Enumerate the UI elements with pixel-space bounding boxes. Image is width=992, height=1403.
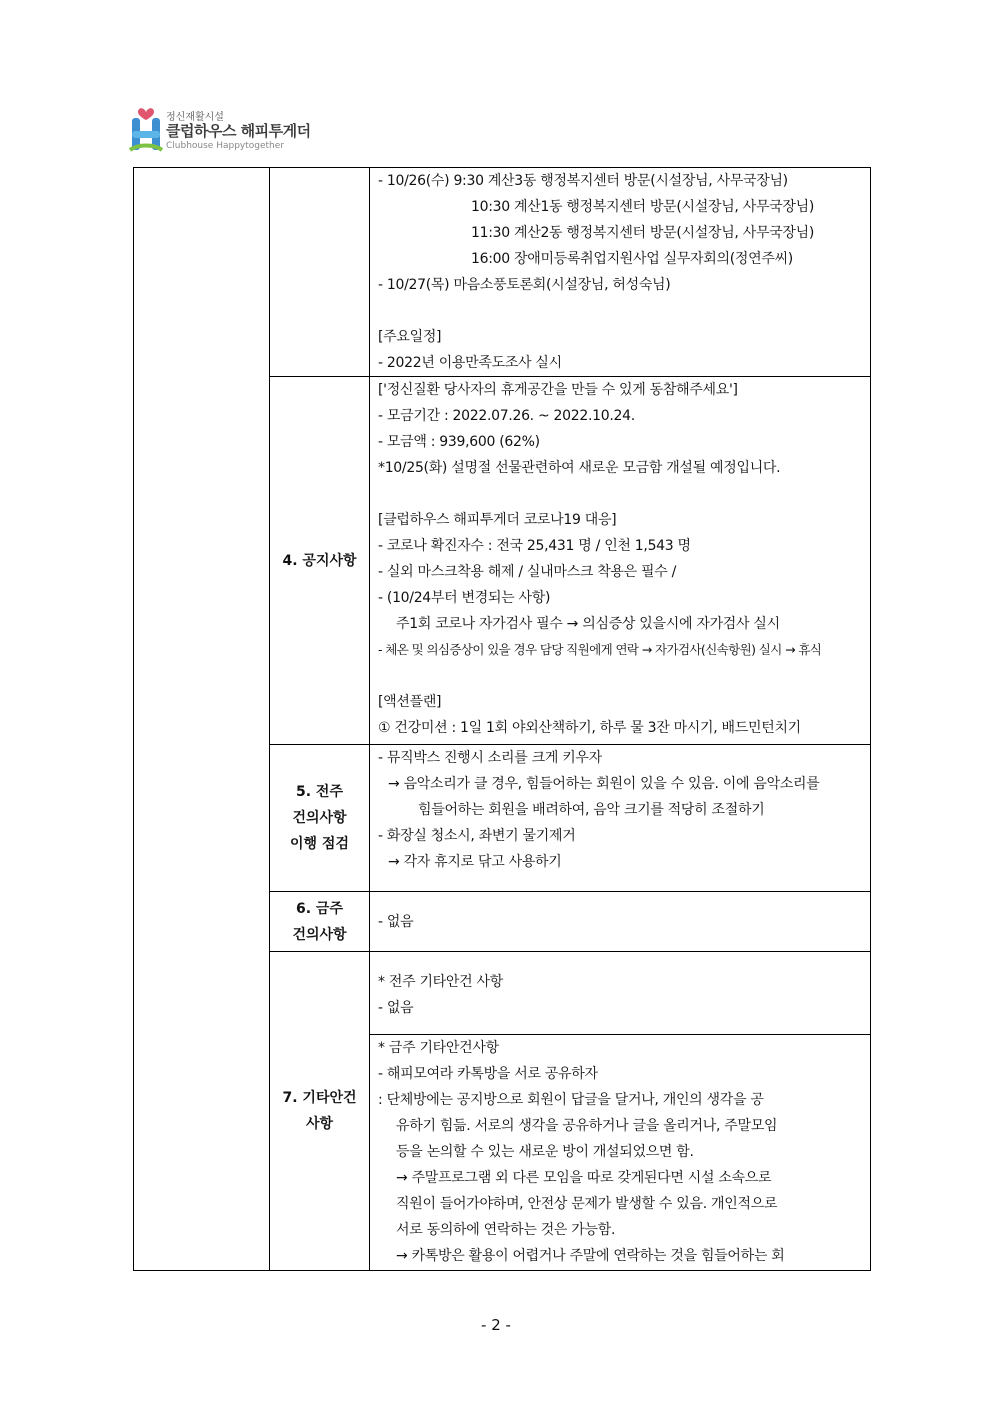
- org-name: 클럽하우스 해피투게더: [166, 122, 311, 140]
- curr-other-line: : 단체방에는 공지방으로 회원이 답글을 달거나, 개인의 생각을 공: [378, 1091, 764, 1108]
- notice-line: [378, 481, 864, 507]
- prev-other-line: - 없음: [378, 999, 414, 1016]
- curr-other-line: 서로 동의하에 연락하는 것은 가능함.: [396, 1221, 616, 1238]
- schedule-line: - 10/27(목) 마음소풍토론회(시설장님, 허성숙님): [378, 277, 671, 293]
- label-line: 6. 금주: [296, 900, 343, 917]
- schedule-line: 16:00 장애미등록취업지원사업 실무자회의(정연주씨): [471, 251, 793, 267]
- label-line: 5. 전주: [296, 784, 343, 800]
- label-line: 이행 점검: [290, 836, 349, 852]
- label-line: 건의사항: [292, 810, 347, 826]
- notice-line: - 체온 및 의심증상이 있을 경우 담당 직원에게 연락 → 자가검사(신속항원) 실시 → 휴식: [378, 642, 822, 657]
- label-line: 사항: [305, 1116, 334, 1132]
- lastweek-line: - 화장실 청소시, 좌변기 물기제거: [378, 828, 576, 844]
- content-cell-schedule: [370, 168, 871, 377]
- content-cell-notice: [370, 377, 871, 745]
- curr-other-line: 유하기 힘듦. 서로의 생각을 공유하거나 글을 올리거나, 주말모임: [396, 1117, 778, 1134]
- curr-other-cell: [370, 1034, 870, 1270]
- label-line: 7. 기타안건: [282, 1090, 357, 1106]
- lastweek-line: → 음악소리가 클 경우, 힘들어하는 회원이 있을 수 있음. 이에 음악소리를: [388, 776, 820, 792]
- content-cell-other: [370, 952, 871, 1271]
- label-line: 건의사항: [292, 926, 347, 943]
- table-row-schedule: [134, 168, 871, 377]
- clubhouse-logo-icon: [128, 104, 164, 154]
- content-cell-lastweek: [370, 745, 871, 892]
- clubhouse-logo: [128, 104, 328, 154]
- category-cell: [134, 168, 270, 1271]
- label-cell-thisweek: [270, 892, 370, 952]
- schedule-line: [주요일정]: [378, 329, 442, 345]
- schedule-line: - 10/26(수) 9:30 계산3동 행정복지센터 방문(시설장님, 사무국장님): [378, 173, 788, 189]
- lastweek-line: → 각자 휴지로 닦고 사용하기: [388, 854, 562, 870]
- prev-other-cell: [370, 952, 870, 1034]
- notice-line: 주1회 코로나 자가검사 필수 → 의심증상 있을시에 자가검사 실시: [396, 616, 780, 632]
- curr-other-line: 직원이 들어가야하며, 안전상 문제가 발생할 수 있음. 개인적으로: [396, 1195, 778, 1212]
- notice-line: [클럽하우스 해피투게더 코로나19 대응]: [378, 512, 617, 528]
- notice-line: - 코로나 확진자수 : 전국 25,431 명 / 인천 1,543 명: [378, 538, 691, 554]
- notice-line: ['정신질환 당사자의 휴게공간을 만들 수 있게 동참해주세요']: [378, 382, 738, 398]
- notice-line: - 실외 마스크착용 해제 / 실내마스크 착용은 필수 /: [378, 564, 677, 580]
- notice-line: - 모금기간 : 2022.07.26. ~ 2022.10.24.: [378, 408, 635, 424]
- lastweek-line: 힘들어하는 회원을 배려하여, 음악 크기를 적당히 조절하기: [418, 802, 765, 818]
- curr-other-line: 등을 논의할 수 있는 새로운 방이 개설되었으면 함.: [396, 1143, 694, 1160]
- label-cell-other: [270, 952, 370, 1271]
- schedule-line: 10:30 계산1동 행정복지센터 방문(시설장님, 사무국장님): [471, 199, 815, 215]
- org-category: 정신재활시설: [166, 112, 224, 123]
- curr-other-line: → 주말프로그램 외 다른 모임을 따로 갖게된다면 시설 소속으로: [396, 1169, 772, 1186]
- content-cell-thisweek: [370, 892, 871, 952]
- curr-other-line: → 카톡방은 활용이 어렵거나 주말에 연락하는 것을 힘들어하는 회: [396, 1247, 785, 1264]
- notice-line: [378, 663, 864, 689]
- org-english-name: Clubhouse Happytogether: [166, 141, 284, 151]
- schedule-line: [378, 298, 864, 324]
- lastweek-line: - 뮤직박스 진행시 소리를 크게 키우자: [378, 750, 602, 766]
- notice-line: - (10/24부터 변경되는 사항): [378, 590, 551, 606]
- curr-other-line: - 해피모여라 카톡방을 서로 공유하자: [378, 1065, 598, 1082]
- notice-line: *10/25(화) 설명절 선물관련하여 새로운 모금함 개설될 예정입니다.: [378, 460, 781, 476]
- notice-line: - 모금액 : 939,600 (62%): [378, 434, 540, 450]
- notice-line: [액션플랜]: [378, 694, 442, 710]
- prev-other-line: * 전주 기타안건 사항: [378, 973, 503, 990]
- minutes-table: [133, 167, 871, 1271]
- label-cell-schedule: [270, 168, 370, 377]
- other-subtable: [370, 952, 870, 1270]
- page-number: - 2 -: [481, 1316, 511, 1334]
- schedule-line: 11:30 계산2동 행정복지센터 방문(시설장님, 사무국장님): [471, 225, 815, 241]
- label-cell-lastweek: [270, 745, 370, 892]
- label-cell-notice: 4. 공지사항: [270, 377, 370, 745]
- thisweek-line: - 없음: [378, 913, 414, 930]
- curr-other-line: * 금주 기타안건사항: [378, 1039, 499, 1056]
- notice-line: ① 건강미션 : 1일 1회 야외산책하기, 하루 물 3잔 마시기, 배드민턴치기: [378, 720, 801, 736]
- schedule-line: - 2022년 이용만족도조사 실시: [378, 355, 562, 371]
